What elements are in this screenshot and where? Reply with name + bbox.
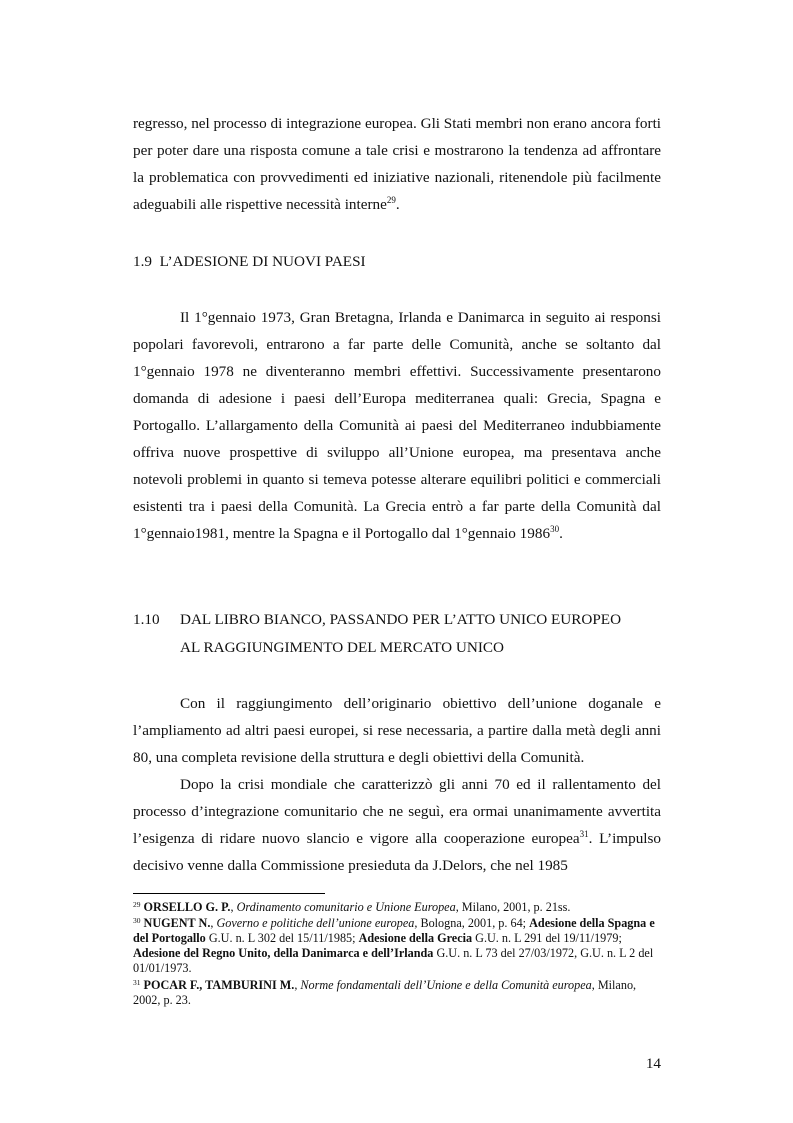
section-1-10-paragraph-1: Con il raggiungimento dell’originario obiettivo dell’unione doganale e l’ampliamento ad altri paesi europei, si rese necessaria, a partire dalla metà degli anni 80, una completa revisione della struttura e degli obiettivi della Comunità. [133, 695, 661, 766]
footnote-separator [133, 893, 325, 894]
footnote-29: $^{29}$ ORSELLO G. P., Ordinamento comunitario e Unione Europea, Milano, 2001, p. 21ss. [133, 900, 571, 914]
section-1-10-paragraph-2: Dopo la crisi mondiale che caratterizzò gli anni 70 ed il rallentamento del processo d’integrazione comunitario che ne seguì, era ormai unanimamente avvertita l’esigenza di ridare nuovo slancio e vigore alla cooperazione europea$^{31}$. L’impulso decisivo venne dalla Commissione presieduta da J.Delors, che nel 1985 [133, 776, 662, 874]
intro-paragraph: regresso, nel processo di integrazione europea. Gli Stati membri non erano ancora forti per poter dare una risposta comune a tale crisi e mostrarono la tendenza ad affrontare la problematica con provvedimenti ed iniziative nazionali, ritenendole più facilmente adeguabili alle rispettive necessità interne$^{29}$. [133, 115, 662, 213]
section-heading-1-9 [133, 248, 366, 275]
footnote-ref-30[interactable]: 30 [550, 524, 560, 534]
section-number: 1.9 [133, 253, 152, 270]
section-1-9-paragraph: Il 1°gennaio 1973, Gran Bretagna, Irlanda e Danimarca in seguito ai responsi popolari favorevoli, entrarono a far parte delle Comunità, anche se soltanto dal 1°gennaio 1978 ne diventeranno membri effettivi. Successivamente presentarono domanda di adesione i paesi dell’Europa mediterranea quali: Grecia, Spagna e Portogallo. L’allargamento della Comunità ai paesi del Mediterraneo indubbiamente offriva nuove prospettive di sviluppo all’Unione europea, ma presentava anche notevoli problemi in quanto si temeva potesse alterare equilibri politici e commerciali esistenti tra i paesi della Comunità. La Grecia entrò a far parte della Comunità dal 1°gennaio1981, mentre la Spagna e il Portogallo dal 1°gennaio 1986$^{30}$. [133, 309, 661, 542]
footnote-ref-29[interactable]: 29 [386, 195, 396, 205]
section-title: L’ADESIONE DI NUOVI PAESI [159, 253, 366, 270]
footnote-30: $^{30}$ NUGENT N., Governo e politiche dell’unione europea, Bologna, 2001, p. 64; Adesione della Spagna e del Portogallo G.U. n. L 302 del 15/11/1985; Adesione della Grecia G.U. n. L 291 del 19/11/1979; Adesione del Regno Unito, della Danimarca e dell’Irlanda G.U. n. L 73 del 27/03/1972, G.U. n. L 2 del 01/01/1973. [133, 916, 655, 975]
section-number: 1.10 [133, 611, 160, 628]
page-number: 14 [645, 1055, 661, 1072]
section-title-line-1: DAL LIBRO BIANCO, PASSANDO PER L’ATTO UNICO EUROPEO [180, 611, 622, 628]
footnote-31: $^{31}$ POCAR F., TAMBURINI M., Norme fondamentali dell’Unione e della Comunità europea, Milano, 2002, p. 23. [133, 978, 637, 1007]
section-heading-1-10 [133, 606, 160, 633]
footnote-ref-31[interactable]: 31 [579, 829, 589, 839]
intro-paragraph-text: regresso, nel processo di integrazione europea. Gli Stati membri non erano ancora forti per poter dare una risposta comune a tale crisi e mostrarono la tendenza ad affrontare la problematica con provvedimenti ed iniziative nazionali, ritenendole più facilmente adeguabili alle rispettive necessità interne [133, 115, 662, 213]
section-title-line-2: AL RAGGIUNGIMENTO DEL MERCATO UNICO [180, 639, 504, 656]
